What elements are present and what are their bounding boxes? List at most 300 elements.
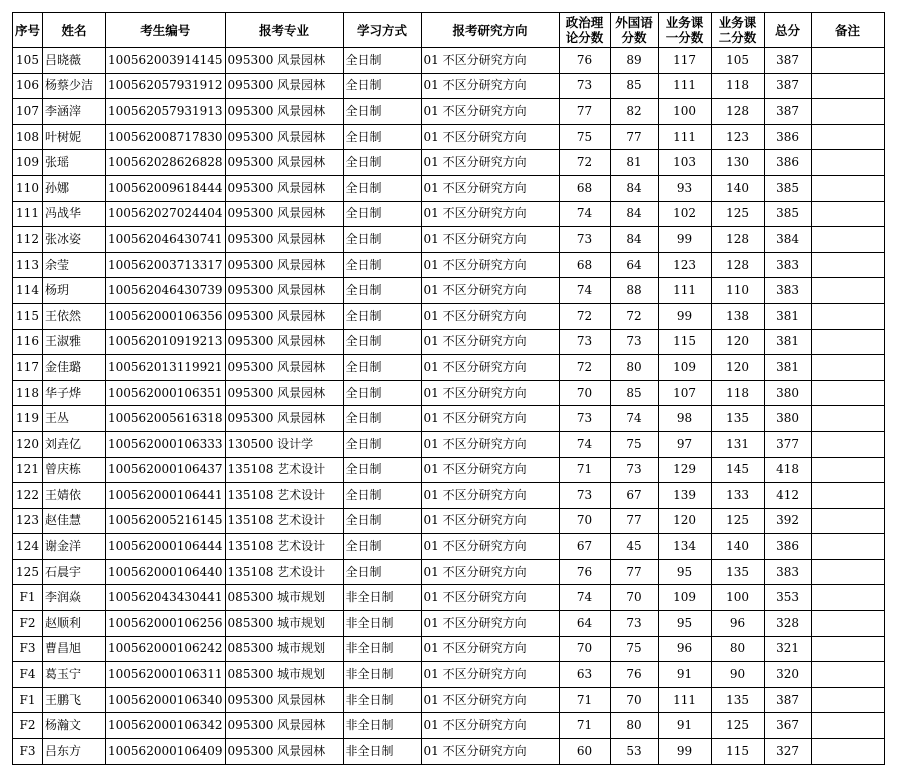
cell-politics-score: 63 (559, 662, 610, 688)
cell-major: 095300 风景园林 (225, 150, 343, 176)
cell-total-score: 418 (764, 457, 811, 483)
cell-major: 095300 风景园林 (225, 303, 343, 329)
table-row (13, 150, 885, 176)
cell-name: 杨瀚文 (43, 713, 106, 739)
cell-study-mode: 全日制 (343, 534, 421, 560)
cell-candidate-id: 100562057931912 (106, 73, 226, 99)
cell-index: 113 (13, 252, 43, 278)
cell-major: 095300 风景园林 (225, 380, 343, 406)
cell-study-mode: 全日制 (343, 201, 421, 227)
cell-subject1-score: 109 (658, 355, 711, 381)
cell-major: 095300 风景园林 (225, 355, 343, 381)
cell-candidate-id: 100562043430441 (106, 585, 226, 611)
cell-candidate-id: 100562000106340 (106, 687, 226, 713)
cell-study-mode: 非全日制 (343, 662, 421, 688)
cell-major: 095300 风景园林 (225, 124, 343, 150)
cell-index: 125 (13, 559, 43, 585)
cell-politics-score: 73 (559, 329, 610, 355)
header-label-line-2: 一分数 (665, 30, 704, 45)
cell-candidate-id: 100562000106441 (106, 483, 226, 509)
cell-politics-score: 71 (559, 687, 610, 713)
cell-subject1-score: 99 (658, 227, 711, 253)
cell-remarks (811, 662, 884, 688)
cell-language-score: 72 (610, 303, 658, 329)
cell-research-direction: 01 不区分研究方向 (421, 380, 559, 406)
cell-major: 135108 艺术设计 (225, 508, 343, 534)
cell-subject1-score: 107 (658, 380, 711, 406)
table-row (13, 483, 885, 509)
table-row (13, 585, 885, 611)
cell-remarks (811, 636, 884, 662)
cell-remarks (811, 687, 884, 713)
cell-research-direction: 01 不区分研究方向 (421, 534, 559, 560)
cell-total-score: 392 (764, 508, 811, 534)
cell-index: 110 (13, 175, 43, 201)
cell-language-score: 84 (610, 201, 658, 227)
cell-politics-score: 70 (559, 508, 610, 534)
cell-candidate-id: 100562000106351 (106, 380, 226, 406)
table-row (13, 99, 885, 125)
cell-research-direction: 01 不区分研究方向 (421, 303, 559, 329)
cell-study-mode: 全日制 (343, 431, 421, 457)
cell-remarks (811, 124, 884, 150)
cell-language-score: 80 (610, 713, 658, 739)
cell-subject2-score: 130 (711, 150, 764, 176)
cell-study-mode: 全日制 (343, 406, 421, 432)
cell-total-score: 383 (764, 278, 811, 304)
cell-subject2-score: 125 (711, 713, 764, 739)
cell-study-mode: 全日制 (343, 559, 421, 585)
cell-politics-score: 64 (559, 611, 610, 637)
cell-remarks (811, 99, 884, 125)
cell-candidate-id: 100562000106311 (106, 662, 226, 688)
cell-subject1-score: 99 (658, 739, 711, 765)
table-row (13, 534, 885, 560)
header-label: 备注 (835, 22, 861, 38)
table-row (13, 662, 885, 688)
cell-index: 123 (13, 508, 43, 534)
cell-language-score: 73 (610, 457, 658, 483)
cell-subject2-score: 145 (711, 457, 764, 483)
cell-politics-score: 71 (559, 713, 610, 739)
cell-research-direction: 01 不区分研究方向 (421, 508, 559, 534)
cell-research-direction: 01 不区分研究方向 (421, 150, 559, 176)
cell-major: 095300 风景园林 (225, 739, 343, 765)
cell-index: F3 (13, 636, 43, 662)
cell-language-score: 88 (610, 278, 658, 304)
cell-major: 095300 风景园林 (225, 252, 343, 278)
cell-name: 张冰姿 (43, 227, 106, 253)
cell-index: F4 (13, 662, 43, 688)
cell-name: 李润焱 (43, 585, 106, 611)
cell-subject2-score: 115 (711, 739, 764, 765)
cell-remarks (811, 303, 884, 329)
cell-remarks (811, 227, 884, 253)
table-row (13, 227, 885, 253)
cell-index: F2 (13, 713, 43, 739)
cell-language-score: 45 (610, 534, 658, 560)
cell-politics-score: 74 (559, 201, 610, 227)
header-label: 报考专业 (259, 22, 310, 38)
cell-subject1-score: 117 (658, 48, 711, 74)
cell-study-mode: 全日制 (343, 303, 421, 329)
cell-politics-score: 73 (559, 227, 610, 253)
cell-politics-score: 60 (559, 739, 610, 765)
table-row (13, 687, 885, 713)
cell-subject2-score: 100 (711, 585, 764, 611)
header-label-line-2: 分数 (621, 30, 647, 45)
cell-subject1-score: 97 (658, 431, 711, 457)
cell-research-direction: 01 不区分研究方向 (421, 99, 559, 125)
cell-politics-score: 68 (559, 252, 610, 278)
table-row (13, 73, 885, 99)
cell-total-score: 328 (764, 611, 811, 637)
header-label-line-2: 二分数 (718, 30, 757, 45)
cell-name: 赵顺利 (43, 611, 106, 637)
cell-subject2-score: 135 (711, 559, 764, 585)
cell-politics-score: 76 (559, 48, 610, 74)
cell-subject2-score: 105 (711, 48, 764, 74)
cell-subject1-score: 95 (658, 611, 711, 637)
cell-politics-score: 74 (559, 431, 610, 457)
cell-name: 曹昌旭 (43, 636, 106, 662)
cell-major: 095300 风景园林 (225, 227, 343, 253)
cell-politics-score: 75 (559, 124, 610, 150)
cell-politics-score: 70 (559, 636, 610, 662)
cell-candidate-id: 100562000106333 (106, 431, 226, 457)
cell-candidate-id: 100562000106437 (106, 457, 226, 483)
cell-index: F1 (13, 585, 43, 611)
header-label: 总分 (775, 22, 801, 38)
cell-major: 095300 风景园林 (225, 713, 343, 739)
cell-language-score: 75 (610, 431, 658, 457)
cell-language-score: 67 (610, 483, 658, 509)
cell-remarks (811, 406, 884, 432)
cell-total-score: 381 (764, 355, 811, 381)
table-row (13, 508, 885, 534)
cell-major: 095300 风景园林 (225, 48, 343, 74)
cell-name: 吕东方 (43, 739, 106, 765)
cell-major: 095300 风景园林 (225, 201, 343, 227)
cell-remarks (811, 483, 884, 509)
cell-study-mode: 全日制 (343, 380, 421, 406)
cell-name: 葛玉宁 (43, 662, 106, 688)
cell-research-direction: 01 不区分研究方向 (421, 227, 559, 253)
cell-name: 杨玥 (43, 278, 106, 304)
cell-name: 王鹏飞 (43, 687, 106, 713)
cell-remarks (811, 278, 884, 304)
header-cell-name (43, 13, 106, 48)
table-row (13, 201, 885, 227)
cell-study-mode: 全日制 (343, 457, 421, 483)
cell-subject2-score: 125 (711, 201, 764, 227)
cell-language-score: 85 (610, 73, 658, 99)
cell-subject2-score: 120 (711, 355, 764, 381)
cell-subject2-score: 110 (711, 278, 764, 304)
header-cell-language-score (610, 13, 658, 48)
cell-total-score: 327 (764, 739, 811, 765)
cell-major: 095300 风景园林 (225, 73, 343, 99)
cell-index: 112 (13, 227, 43, 253)
table-row (13, 48, 885, 74)
cell-candidate-id: 100562003713317 (106, 252, 226, 278)
cell-name: 金佳璐 (43, 355, 106, 381)
cell-candidate-id: 100562000106356 (106, 303, 226, 329)
cell-index: F1 (13, 687, 43, 713)
cell-name: 余莹 (43, 252, 106, 278)
header-label: 学习方式 (357, 22, 408, 38)
header-cell-index (13, 13, 43, 48)
cell-subject1-score: 111 (658, 278, 711, 304)
cell-language-score: 85 (610, 380, 658, 406)
cell-total-score: 381 (764, 329, 811, 355)
cell-subject1-score: 95 (658, 559, 711, 585)
header-cell-subject2-score (711, 13, 764, 48)
cell-major: 095300 风景园林 (225, 329, 343, 355)
cell-candidate-id: 100562000106342 (106, 713, 226, 739)
cell-total-score: 353 (764, 585, 811, 611)
cell-study-mode: 非全日制 (343, 739, 421, 765)
cell-major: 095300 风景园林 (225, 406, 343, 432)
cell-study-mode: 全日制 (343, 150, 421, 176)
cell-politics-score: 68 (559, 175, 610, 201)
cell-remarks (811, 559, 884, 585)
cell-politics-score: 73 (559, 483, 610, 509)
cell-study-mode: 全日制 (343, 483, 421, 509)
cell-name: 孙娜 (43, 175, 106, 201)
cell-index: 124 (13, 534, 43, 560)
cell-study-mode: 全日制 (343, 175, 421, 201)
cell-study-mode: 全日制 (343, 48, 421, 74)
cell-total-score: 377 (764, 431, 811, 457)
table-row (13, 406, 885, 432)
cell-subject1-score: 109 (658, 585, 711, 611)
cell-language-score: 84 (610, 175, 658, 201)
cell-politics-score: 73 (559, 406, 610, 432)
cell-candidate-id: 100562028626828 (106, 150, 226, 176)
cell-subject1-score: 111 (658, 124, 711, 150)
cell-research-direction: 01 不区分研究方向 (421, 406, 559, 432)
cell-language-score: 77 (610, 124, 658, 150)
header-row (13, 13, 885, 48)
header-label-line-2: 论分数 (565, 30, 604, 45)
header-label-line-1: 政治理 (565, 15, 604, 30)
cell-major: 095300 风景园林 (225, 175, 343, 201)
cell-index: 111 (13, 201, 43, 227)
cell-research-direction: 01 不区分研究方向 (421, 278, 559, 304)
header-cell-candidate-id (106, 13, 226, 48)
cell-research-direction: 01 不区分研究方向 (421, 559, 559, 585)
cell-language-score: 73 (610, 329, 658, 355)
cell-remarks (811, 329, 884, 355)
cell-subject2-score: 96 (711, 611, 764, 637)
cell-subject1-score: 102 (658, 201, 711, 227)
cell-language-score: 74 (610, 406, 658, 432)
cell-index: 118 (13, 380, 43, 406)
header-label-line-1: 业务课 (718, 15, 757, 30)
cell-subject1-score: 139 (658, 483, 711, 509)
cell-total-score: 387 (764, 687, 811, 713)
cell-subject1-score: 96 (658, 636, 711, 662)
cell-study-mode: 全日制 (343, 355, 421, 381)
cell-major: 130500 设计学 (225, 431, 343, 457)
cell-research-direction: 01 不区分研究方向 (421, 329, 559, 355)
cell-candidate-id: 100562000106242 (106, 636, 226, 662)
cell-subject1-score: 91 (658, 713, 711, 739)
cell-politics-score: 72 (559, 355, 610, 381)
table-row (13, 329, 885, 355)
header-label-line-1: 外国语 (615, 15, 653, 30)
table-row (13, 380, 885, 406)
cell-name: 李涵滓 (43, 99, 106, 125)
cell-subject1-score: 100 (658, 99, 711, 125)
cell-index: 117 (13, 355, 43, 381)
cell-subject1-score: 98 (658, 406, 711, 432)
cell-total-score: 385 (764, 201, 811, 227)
cell-major: 085300 城市规划 (225, 662, 343, 688)
table-row (13, 278, 885, 304)
cell-research-direction: 01 不区分研究方向 (421, 687, 559, 713)
cell-subject1-score: 111 (658, 687, 711, 713)
header-cell-total-score (764, 13, 811, 48)
cell-candidate-id: 100562009618444 (106, 175, 226, 201)
cell-subject2-score: 80 (711, 636, 764, 662)
cell-language-score: 76 (610, 662, 658, 688)
cell-candidate-id: 100562000106444 (106, 534, 226, 560)
cell-language-score: 70 (610, 687, 658, 713)
table-row (13, 431, 885, 457)
cell-study-mode: 非全日制 (343, 611, 421, 637)
cell-name: 吕晓薇 (43, 48, 106, 74)
cell-subject2-score: 133 (711, 483, 764, 509)
cell-politics-score: 70 (559, 380, 610, 406)
cell-language-score: 89 (610, 48, 658, 74)
cell-candidate-id: 100562000106440 (106, 559, 226, 585)
cell-index: 114 (13, 278, 43, 304)
cell-remarks (811, 252, 884, 278)
cell-name: 叶树妮 (43, 124, 106, 150)
cell-study-mode: 全日制 (343, 278, 421, 304)
cell-politics-score: 73 (559, 73, 610, 99)
table-row (13, 611, 885, 637)
cell-subject2-score: 140 (711, 175, 764, 201)
cell-language-score: 77 (610, 508, 658, 534)
cell-total-score: 383 (764, 252, 811, 278)
cell-index: 115 (13, 303, 43, 329)
cell-language-score: 70 (610, 585, 658, 611)
header-cell-research-direction (421, 13, 559, 48)
cell-research-direction: 01 不区分研究方向 (421, 585, 559, 611)
cell-language-score: 80 (610, 355, 658, 381)
cell-index: 106 (13, 73, 43, 99)
header-label: 考生编号 (140, 22, 191, 38)
cell-study-mode: 非全日制 (343, 585, 421, 611)
cell-research-direction: 01 不区分研究方向 (421, 739, 559, 765)
cell-major: 095300 风景园林 (225, 278, 343, 304)
cell-remarks (811, 150, 884, 176)
cell-index: 122 (13, 483, 43, 509)
cell-research-direction: 01 不区分研究方向 (421, 252, 559, 278)
cell-study-mode: 非全日制 (343, 636, 421, 662)
cell-candidate-id: 100562010919213 (106, 329, 226, 355)
cell-language-score: 77 (610, 559, 658, 585)
cell-research-direction: 01 不区分研究方向 (421, 355, 559, 381)
cell-total-score: 383 (764, 559, 811, 585)
cell-total-score: 381 (764, 303, 811, 329)
cell-politics-score: 77 (559, 99, 610, 125)
cell-research-direction: 01 不区分研究方向 (421, 457, 559, 483)
cell-remarks (811, 355, 884, 381)
cell-index: 108 (13, 124, 43, 150)
cell-total-score: 386 (764, 534, 811, 560)
table-row (13, 355, 885, 381)
cell-candidate-id: 100562057931913 (106, 99, 226, 125)
cell-major: 135108 艺术设计 (225, 559, 343, 585)
cell-research-direction: 01 不区分研究方向 (421, 431, 559, 457)
cell-name: 赵佳慧 (43, 508, 106, 534)
cell-major: 095300 风景园林 (225, 99, 343, 125)
cell-candidate-id: 100562000106256 (106, 611, 226, 637)
cell-research-direction: 01 不区分研究方向 (421, 48, 559, 74)
cell-research-direction: 01 不区分研究方向 (421, 175, 559, 201)
header-cell-major (225, 13, 343, 48)
cell-name: 刘垚亿 (43, 431, 106, 457)
cell-subject2-score: 128 (711, 227, 764, 253)
cell-language-score: 73 (610, 611, 658, 637)
cell-major: 095300 风景园林 (225, 687, 343, 713)
cell-research-direction: 01 不区分研究方向 (421, 713, 559, 739)
cell-subject2-score: 118 (711, 380, 764, 406)
cell-politics-score: 74 (559, 585, 610, 611)
cell-study-mode: 非全日制 (343, 687, 421, 713)
cell-name: 杨蔡少洁 (43, 73, 106, 99)
cell-subject2-score: 118 (711, 73, 764, 99)
cell-politics-score: 67 (559, 534, 610, 560)
cell-subject2-score: 135 (711, 406, 764, 432)
cell-remarks (811, 431, 884, 457)
cell-name: 王依然 (43, 303, 106, 329)
cell-total-score: 367 (764, 713, 811, 739)
cell-research-direction: 01 不区分研究方向 (421, 73, 559, 99)
cell-subject2-score: 140 (711, 534, 764, 560)
cell-candidate-id: 100562005616318 (106, 406, 226, 432)
cell-major: 085300 城市规划 (225, 585, 343, 611)
cell-total-score: 320 (764, 662, 811, 688)
cell-politics-score: 71 (559, 457, 610, 483)
cell-study-mode: 全日制 (343, 227, 421, 253)
cell-subject2-score: 120 (711, 329, 764, 355)
cell-subject2-score: 135 (711, 687, 764, 713)
cell-remarks (811, 534, 884, 560)
cell-index: 121 (13, 457, 43, 483)
cell-name: 王淑雅 (43, 329, 106, 355)
cell-politics-score: 72 (559, 303, 610, 329)
cell-subject2-score: 90 (711, 662, 764, 688)
cell-study-mode: 全日制 (343, 252, 421, 278)
cell-candidate-id: 100562027024404 (106, 201, 226, 227)
cell-index: 116 (13, 329, 43, 355)
cell-total-score: 380 (764, 406, 811, 432)
cell-candidate-id: 100562000106409 (106, 739, 226, 765)
table-row (13, 636, 885, 662)
cell-subject2-score: 131 (711, 431, 764, 457)
cell-language-score: 84 (610, 227, 658, 253)
cell-research-direction: 01 不区分研究方向 (421, 662, 559, 688)
cell-subject1-score: 120 (658, 508, 711, 534)
cell-name: 王丛 (43, 406, 106, 432)
cell-remarks (811, 201, 884, 227)
cell-total-score: 387 (764, 99, 811, 125)
